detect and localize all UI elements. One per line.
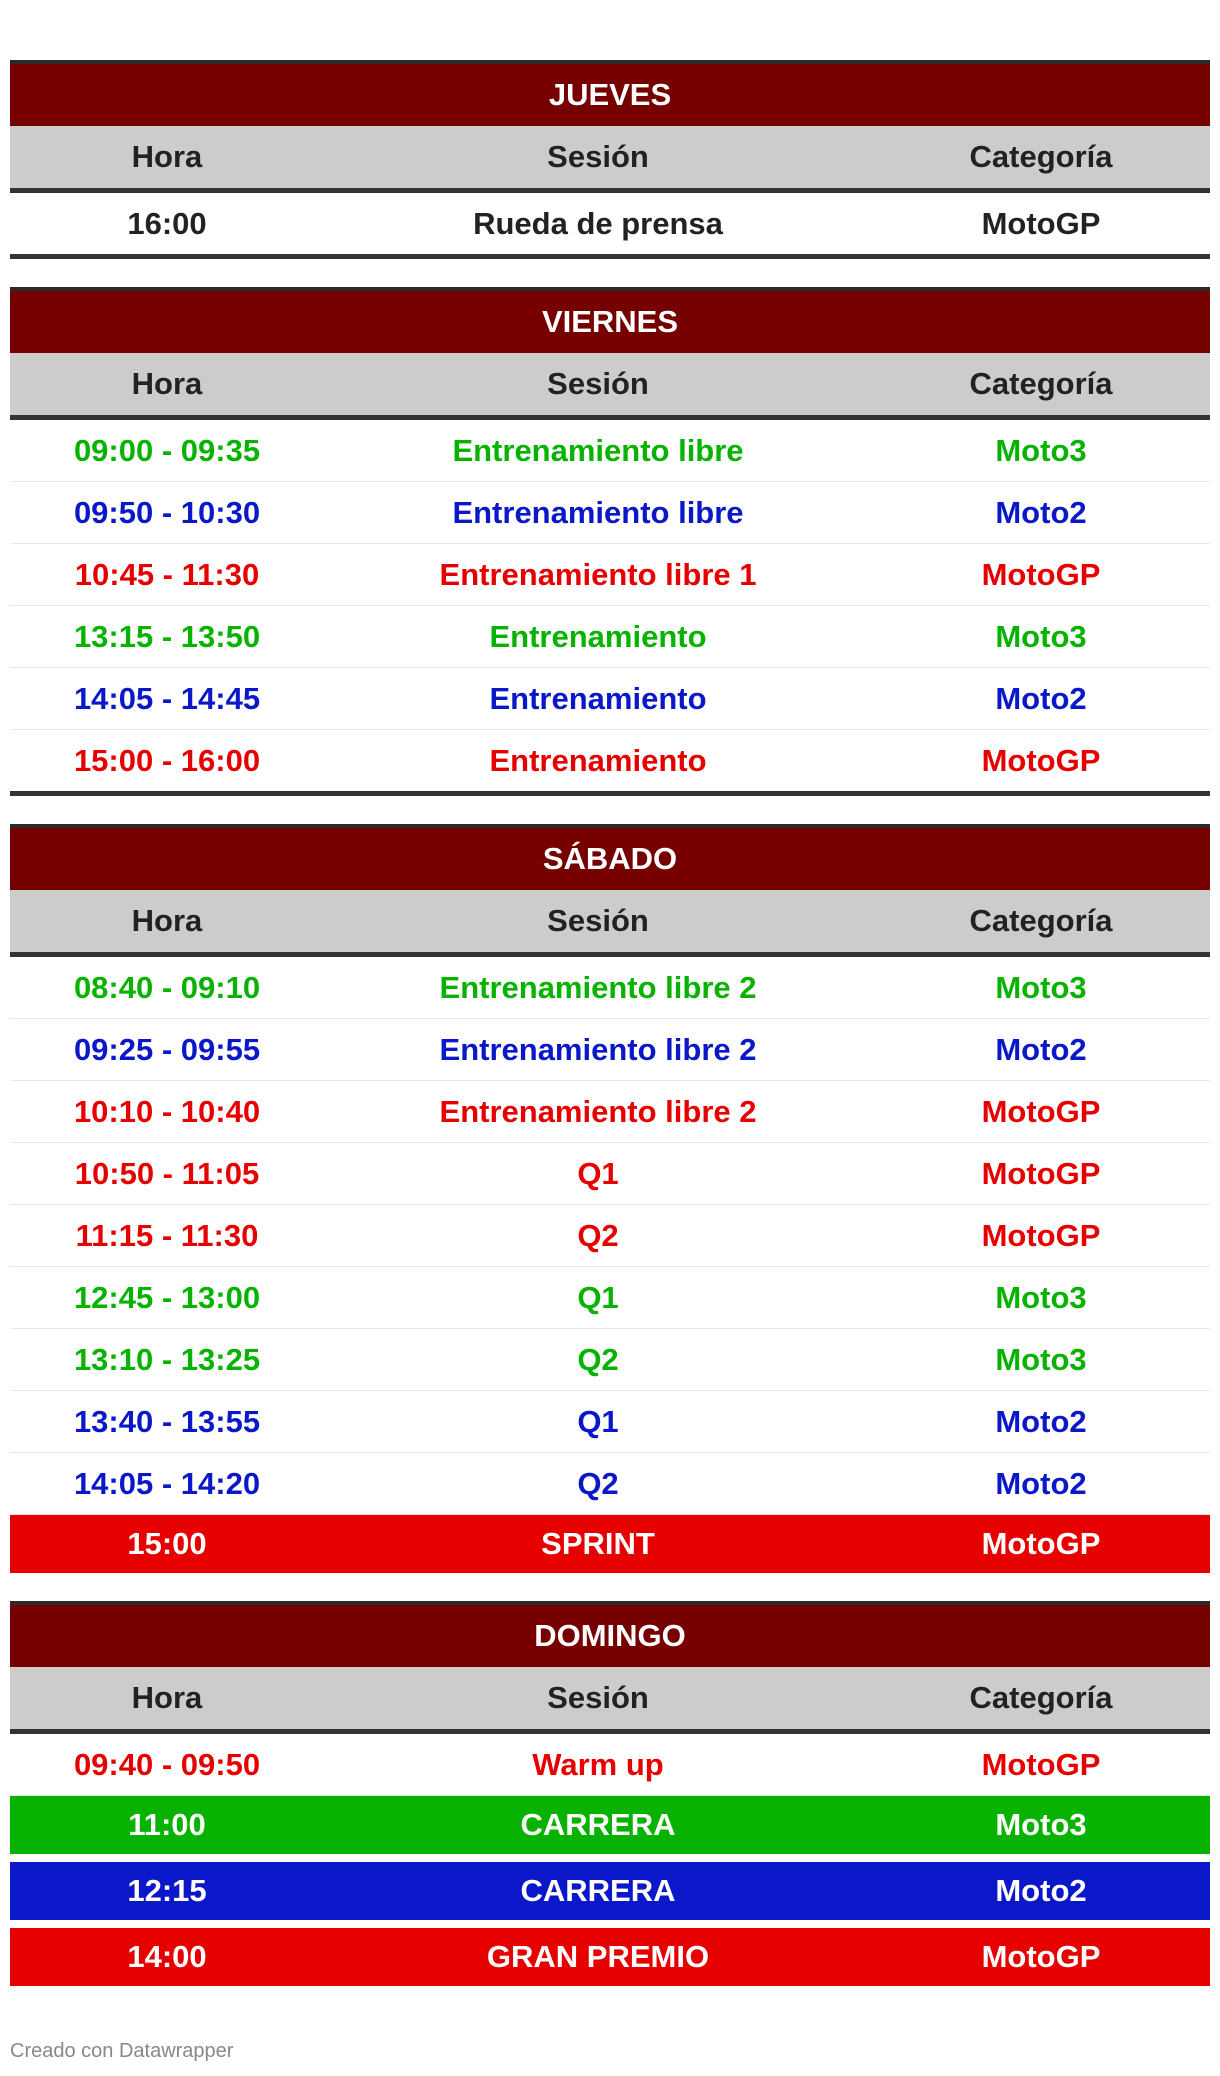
schedule-row xyxy=(10,1734,1210,1796)
session-name: CARRERA xyxy=(520,1807,676,1842)
day-title: SÁBADO xyxy=(10,828,1210,890)
session-name: Entrenamiento libre 2 xyxy=(439,970,757,1005)
session-time: 12:45 - 13:00 xyxy=(73,1280,261,1315)
schedule-table-sábado xyxy=(10,824,1210,1573)
column-header-categoria: Categoría xyxy=(969,139,1113,174)
session-time: 15:00 - 16:00 xyxy=(73,743,261,778)
session-name: SPRINT xyxy=(541,1526,655,1561)
session-category: Moto3 xyxy=(995,433,1087,468)
schedule-row xyxy=(10,420,1210,482)
schedule-row xyxy=(10,1391,1210,1453)
schedule-row xyxy=(10,1453,1210,1515)
column-header-categoria: Categoría xyxy=(969,903,1113,938)
session-category: MotoGP xyxy=(981,206,1101,241)
column-header-hora: Hora xyxy=(131,366,203,401)
schedule-row xyxy=(10,1143,1210,1205)
session-time: 08:40 - 09:10 xyxy=(73,970,261,1005)
schedule-row xyxy=(10,482,1210,544)
session-time: 13:15 - 13:50 xyxy=(73,619,261,654)
schedule-row xyxy=(10,1796,1210,1854)
session-name: Entrenamiento libre xyxy=(452,433,744,468)
day-title: DOMINGO xyxy=(10,1605,1210,1667)
column-header-hora: Hora xyxy=(131,903,203,938)
session-category: Moto2 xyxy=(995,1032,1087,1067)
column-header-row xyxy=(10,353,1210,420)
session-time: 10:10 - 10:40 xyxy=(73,1094,261,1129)
session-category: MotoGP xyxy=(981,1939,1101,1974)
column-header-hora: Hora xyxy=(131,139,203,174)
session-category: Moto3 xyxy=(995,1807,1087,1842)
session-time: 10:50 - 11:05 xyxy=(74,1156,260,1191)
schedule-container xyxy=(10,60,1210,2014)
session-name: Rueda de prensa xyxy=(473,206,723,241)
session-time: 11:00 xyxy=(128,1807,206,1842)
session-category: MotoGP xyxy=(981,1156,1101,1191)
session-category: Moto2 xyxy=(995,1873,1087,1908)
session-name: Warm up xyxy=(532,1747,664,1782)
column-header-hora: Hora xyxy=(131,1680,203,1715)
column-header-sesion: Sesión xyxy=(547,903,649,938)
schedule-row xyxy=(10,730,1210,796)
column-header-sesion: Sesión xyxy=(547,139,649,174)
session-time: 09:25 - 09:55 xyxy=(73,1032,261,1067)
session-name: Entrenamiento libre 2 xyxy=(439,1032,757,1067)
schedule-row xyxy=(10,1267,1210,1329)
session-category: Moto2 xyxy=(995,681,1087,716)
session-time: 16:00 xyxy=(127,206,207,241)
column-header-sesion: Sesión xyxy=(547,366,649,401)
session-time: 09:40 - 09:50 xyxy=(73,1747,261,1782)
column-header-row xyxy=(10,890,1210,957)
schedule-row xyxy=(10,668,1210,730)
session-category: Moto3 xyxy=(995,970,1087,1005)
schedule-row xyxy=(10,1205,1210,1267)
session-time: 11:15 - 11:30 xyxy=(75,1218,259,1253)
column-header-row xyxy=(10,126,1210,193)
schedule-row xyxy=(10,1515,1210,1573)
session-category: MotoGP xyxy=(981,557,1101,592)
session-time: 12:15 xyxy=(127,1873,207,1908)
session-time: 09:00 - 09:35 xyxy=(73,433,261,468)
schedule-row xyxy=(10,1019,1210,1081)
session-name: Q1 xyxy=(577,1280,619,1315)
session-time: 14:00 xyxy=(127,1939,207,1974)
column-header-sesion: Sesión xyxy=(547,1680,649,1715)
session-category: MotoGP xyxy=(981,1094,1101,1129)
session-name: GRAN PREMIO xyxy=(486,1939,710,1974)
schedule-row xyxy=(10,1862,1210,1920)
column-header-categoria: Categoría xyxy=(969,1680,1113,1715)
session-category: Moto3 xyxy=(995,1280,1087,1315)
schedule-row xyxy=(10,1081,1210,1143)
session-category: Moto2 xyxy=(995,1466,1087,1501)
schedule-row xyxy=(10,193,1210,259)
session-category: Moto3 xyxy=(995,619,1087,654)
session-name: Entrenamiento libre 1 xyxy=(439,557,757,592)
day-title: VIERNES xyxy=(10,291,1210,353)
session-name: Entrenamiento xyxy=(489,681,707,716)
schedule-table-jueves xyxy=(10,60,1210,259)
schedule-row xyxy=(10,1329,1210,1391)
session-name: Q2 xyxy=(577,1466,619,1501)
session-name: Q1 xyxy=(577,1156,619,1191)
session-name: Q2 xyxy=(577,1342,619,1377)
session-time: 14:05 - 14:20 xyxy=(73,1466,261,1501)
session-category: MotoGP xyxy=(981,1218,1101,1253)
day-title: JUEVES xyxy=(10,64,1210,126)
session-time: 15:00 xyxy=(127,1526,207,1561)
session-category: Moto2 xyxy=(995,1404,1087,1439)
session-category: MotoGP xyxy=(981,743,1101,778)
session-name: Q1 xyxy=(577,1404,619,1439)
column-header-row xyxy=(10,1667,1210,1734)
session-category: Moto3 xyxy=(995,1342,1087,1377)
session-name: Q2 xyxy=(577,1218,619,1253)
session-time: 13:40 - 13:55 xyxy=(73,1404,261,1439)
schedule-row xyxy=(10,957,1210,1019)
session-time: 14:05 - 14:45 xyxy=(73,681,261,716)
session-time: 13:10 - 13:25 xyxy=(73,1342,261,1377)
schedule-row xyxy=(10,606,1210,668)
schedule-table-domingo xyxy=(10,1601,1210,1986)
schedule-row xyxy=(10,1928,1210,1986)
session-name: Entrenamiento libre 2 xyxy=(439,1094,757,1129)
footer-credit: Creado con Datawrapper xyxy=(10,2040,234,2062)
session-name: CARRERA xyxy=(520,1873,676,1908)
session-name: Entrenamiento xyxy=(489,743,707,778)
session-category: MotoGP xyxy=(981,1526,1101,1561)
session-time: 10:45 - 11:30 xyxy=(74,557,260,592)
session-category: Moto2 xyxy=(995,495,1087,530)
session-name: Entrenamiento libre xyxy=(452,495,744,530)
session-name: Entrenamiento xyxy=(489,619,707,654)
session-category: MotoGP xyxy=(981,1747,1101,1782)
schedule-table-viernes xyxy=(10,287,1210,796)
column-header-categoria: Categoría xyxy=(969,366,1113,401)
schedule-row xyxy=(10,544,1210,606)
session-time: 09:50 - 10:30 xyxy=(73,495,261,530)
